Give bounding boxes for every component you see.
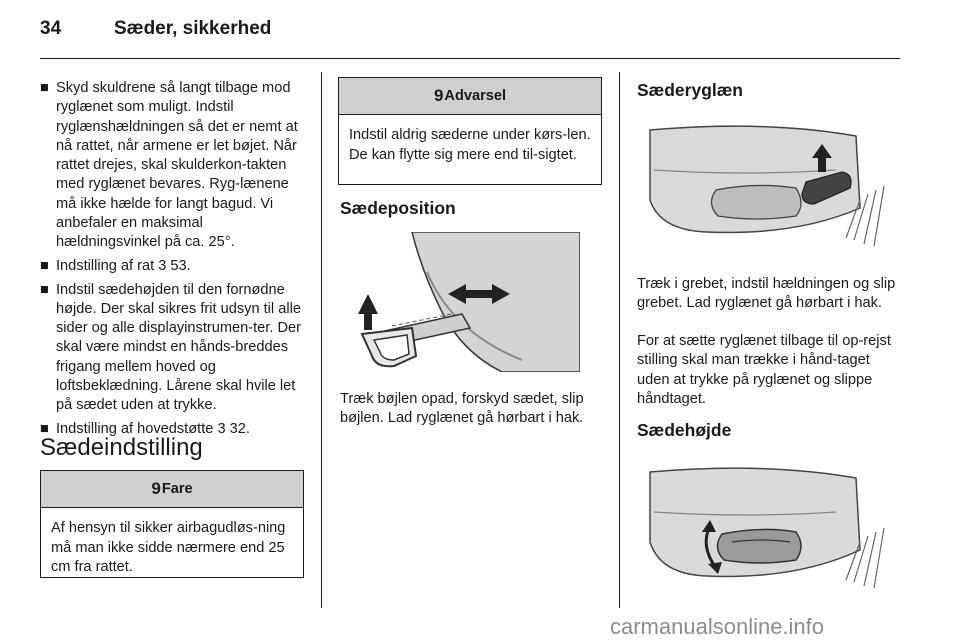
page-reference[interactable]: 32. xyxy=(229,420,250,437)
bullet-icon: ■ xyxy=(40,420,49,437)
warning-box-text: Indstil aldrig sæderne under kørs-len. De kan flytte sig mere end til-sigtet. xyxy=(349,127,591,163)
page-reference-icon: 3 xyxy=(158,257,167,274)
warning-triangle-icon: 9 xyxy=(151,479,161,498)
header-rule xyxy=(40,58,900,59)
warning-box xyxy=(338,77,602,185)
column-divider xyxy=(321,72,322,608)
danger-box-header xyxy=(41,471,303,508)
page-number: 34 xyxy=(40,18,62,39)
bullet-icon: ■ xyxy=(40,80,49,96)
caption-text: Træk bøjlen opad, forskyd sædet, slip bøjlen. Lad ryglænet gå hørbart i hak. xyxy=(340,391,584,427)
bullet-icon: ■ xyxy=(40,257,49,274)
warning-box-header xyxy=(339,78,601,115)
page-reference[interactable]: 53. xyxy=(170,257,191,274)
page-title: Sæder, sikkerhed xyxy=(114,18,272,39)
list-item-text: Indstil sædehøjden til den fornødne højde. Der skal sikres frit udsyn til alle sider og alle displayinstrumen-ter. Der skal være mindst en hånds-breddes frigang mellem hoved og loftsbeklædning. Lårene skal hvile let på sædet uden at trykke. xyxy=(56,281,301,414)
seat-height-illustration xyxy=(646,462,892,592)
list-item-text: Indstilling af rat xyxy=(56,257,155,274)
list-item-text: Indstilling af hovedstøtte xyxy=(56,420,214,437)
section-heading: Sædeindstilling xyxy=(40,434,203,461)
danger-box-title: Fare xyxy=(161,481,193,497)
list-item-text: Skyd skuldrene så langt tilbage mod ryglænet som muligt. Indstil ryglænshældningen så det er nemt at nå rattet, når armene er let bøjet. Når rattet drejes, skal skulderkon-takten med ryglænet bevares. Ryg-lænene må ikke hælde for langt bagud. Vi anbefaler en maksimal hældningsvinkel på ca. 25°. xyxy=(56,80,298,251)
subheading: Sæderyglæn xyxy=(637,80,743,100)
danger-box xyxy=(40,470,304,578)
warning-box-title: Advarsel xyxy=(444,88,507,104)
danger-box-text: Af hensyn til sikker airbagudløs-ning må man ikke sidde nærmere end 25 cm fra rattet. xyxy=(51,520,286,575)
list-item xyxy=(40,257,304,276)
list-item xyxy=(40,281,304,416)
subheading: Sædehøjde xyxy=(637,420,732,440)
bullet-icon: ■ xyxy=(40,281,49,298)
seatback-illustration xyxy=(646,120,892,250)
bullet-list xyxy=(40,79,304,444)
list-item xyxy=(40,79,304,253)
page-reference-icon: 3 xyxy=(217,420,226,437)
watermark: carmanualsonline.info xyxy=(610,614,825,639)
body-paragraph: Træk i grebet, indstil hældningen og slip grebet. Lad ryglænet gå hørbart i hak. xyxy=(637,276,896,312)
column-divider xyxy=(619,72,620,608)
body-paragraph: For at sætte ryglænet tilbage til op-rejst stilling skal man trække i hånd-taget uden at trykke på ryglænet og slippe håndtaget. xyxy=(637,333,891,407)
warning-triangle-icon: 9 xyxy=(433,86,444,105)
subheading: Sædeposition xyxy=(340,198,456,218)
seat-position-illustration xyxy=(352,232,580,372)
